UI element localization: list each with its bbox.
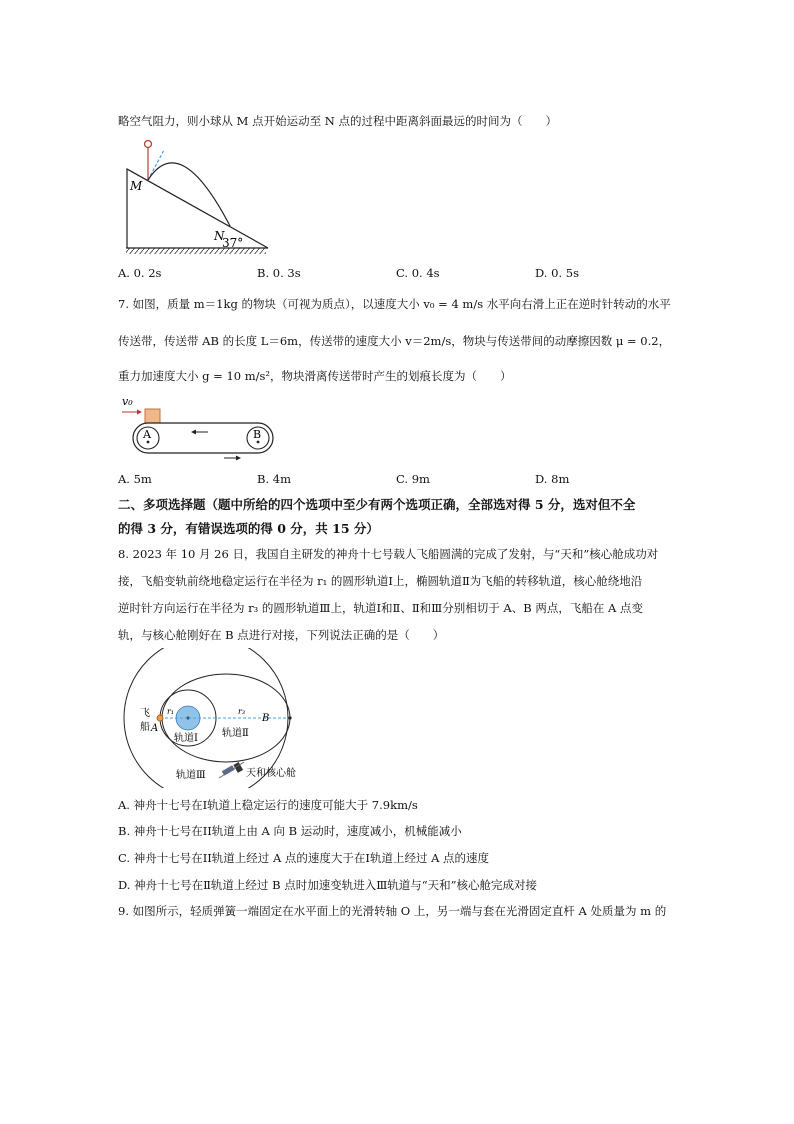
top-arrowhead bbox=[191, 430, 196, 435]
label-a: A bbox=[143, 428, 151, 441]
ship-char-1: 飞 bbox=[140, 708, 150, 719]
label-m: M bbox=[130, 179, 143, 193]
q7-conveyor-figure bbox=[118, 392, 283, 464]
belt bbox=[133, 423, 273, 453]
axle-a bbox=[147, 441, 150, 444]
q6-question-tail: 略空气阻力，则小球从 M 点开始运动至 N 点的过程中距离斜面最远的时间为（ ） bbox=[118, 114, 557, 128]
section-2-heading-line-1: 二、多项选择题（题中所给的四个选项中至少有两个选项正确，全部选对得 5 分，选对但不全 bbox=[118, 497, 636, 512]
point-b bbox=[288, 716, 291, 719]
q7-option-b: B. 4m bbox=[257, 472, 291, 486]
ship-char-2: 船 bbox=[140, 722, 150, 733]
q8-option-b: B. 神舟十七号在ⅠⅠ轨道上由 A 向 B 运动时，速度减小，机械能减小 bbox=[118, 824, 462, 838]
bottom-arrowhead bbox=[236, 456, 241, 461]
ship-marker bbox=[157, 715, 163, 721]
q6-option-d: D. 0. 5s bbox=[535, 266, 579, 280]
label-b: B bbox=[262, 713, 270, 724]
q8-line-1: 8. 2023 年 10 月 26 日，我国自主研发的神舟十七号载人飞船圆满的完成了发射，与“天和”核心舱成功对 bbox=[118, 547, 659, 561]
label-orbit-3: 轨道Ⅲ bbox=[176, 770, 206, 781]
block bbox=[145, 409, 160, 423]
q8-option-d: D. 神舟十七号在Ⅱ轨道上经过 B 点时加速变轨进入Ⅲ轨道与“天和”核心舱完成对接 bbox=[118, 878, 538, 892]
q8-option-c: C. 神舟十七号在ⅠⅠ轨道上经过 A 点的速度大于在Ⅰ轨道上经过 A 点的速度 bbox=[118, 851, 490, 865]
incline-wedge bbox=[127, 169, 268, 248]
q8-option-a: A. 神舟十七号在Ⅰ轨道上稳定运行的速度可能大于 7.9km/s bbox=[118, 798, 418, 812]
label-r3: r₃ bbox=[238, 707, 246, 716]
q8-line-2: 接，飞船变轨前绕地稳定运行在半径为 r₁ 的圆形轨道Ⅰ上，椭圆轨道Ⅱ为飞船的转移轨道，核心舱绕地沿 bbox=[118, 574, 643, 588]
label-station: 天和核心舱 bbox=[246, 768, 296, 779]
q8-line-4: 轨，与核心舱刚好在 B 点进行对接，下列说法正确的是（ ） bbox=[118, 628, 445, 642]
axle-b bbox=[257, 441, 260, 444]
q9-line-1: 9. 如图所示，轻质弹簧一端固定在水平面上的光滑转轴 O 上，另一端与套在光滑固定直杆 A 处质量为 m 的 bbox=[118, 904, 667, 918]
label-v0: v₀ bbox=[122, 395, 133, 408]
q7-option-c: C. 9m bbox=[396, 472, 430, 486]
label-r1: r₁ bbox=[167, 707, 175, 716]
q6-option-a: A. 0. 2s bbox=[118, 266, 162, 280]
q8-line-3: 逆时针方向运行在半径为 r₃ 的圆形轨道Ⅲ上，轨道Ⅰ和Ⅱ、Ⅱ和Ⅲ分别相切于 A、B 两点，飞船在 A 点变 bbox=[118, 601, 643, 615]
label-orbit-2: 轨道Ⅱ bbox=[222, 728, 249, 739]
section-2-heading-line-2: 的得 3 分，有错误选项的得 0 分，共 15 分） bbox=[118, 521, 379, 536]
label-angle: 37° bbox=[222, 236, 244, 250]
ball bbox=[145, 141, 152, 148]
q8-orbit-figure bbox=[118, 648, 340, 788]
v0-arrowhead bbox=[137, 410, 142, 415]
q6-incline-figure bbox=[118, 136, 278, 254]
q7-line-2: 传送带，传送带 AB 的长度 L＝6m，传送带的速度大小 v＝2m/s，物块与传送带间的动摩擦因数 μ = 0.2， bbox=[118, 334, 671, 348]
q6-option-c: C. 0. 4s bbox=[396, 266, 440, 280]
q7-option-d: D. 8m bbox=[535, 472, 570, 486]
space-station-icon bbox=[219, 762, 244, 778]
q7-option-a: A. 5m bbox=[118, 472, 152, 486]
q7-line-1: 7. 如图，质量 m＝1kg 的物块（可视为质点），以速度大小 v₀ = 4 m/s 水平向右滑上正在逆时针转动的水平 bbox=[118, 297, 671, 311]
trajectory bbox=[148, 163, 230, 226]
label-b: B bbox=[253, 428, 262, 441]
q6-option-b: B. 0. 3s bbox=[257, 266, 301, 280]
ground-hatch bbox=[126, 248, 266, 254]
q7-line-3: 重力加速度大小 g = 10 m/s²，物块滑离传送带时产生的划痕长度为（ ） bbox=[118, 369, 512, 383]
label-n: N bbox=[214, 229, 225, 243]
label-orbit-1: 轨道Ⅰ bbox=[174, 733, 198, 744]
label-a: A bbox=[151, 723, 159, 734]
